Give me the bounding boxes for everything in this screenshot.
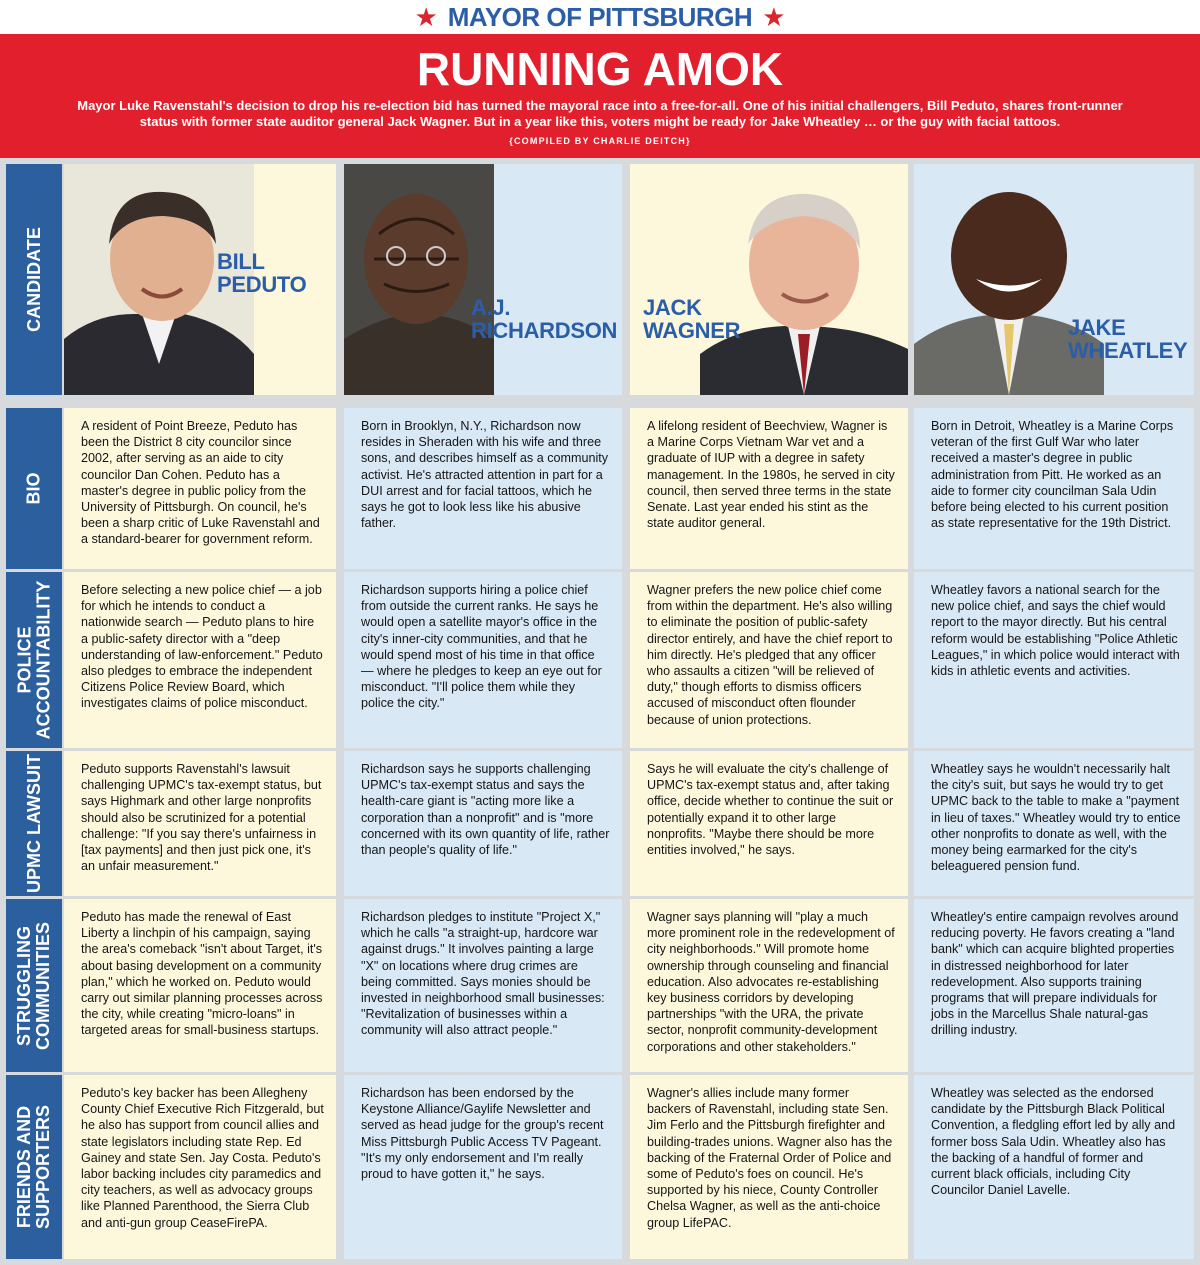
star-icon: ★ xyxy=(762,2,786,32)
bio-richardson: Born in Brooklyn, N.Y., Richardson now resides in Sheraden with his wife and three sons, and describes himself as a community activist. He's attracted attention in part for a DUI arrest and for facial tattoos, which he says he got to look less like his abusive father. xyxy=(344,408,622,569)
upmc-richardson: Richardson says he supports challenging UPMC's tax-exempt status and says the health-care giant is "acting more like a corporation than a nonprofit" and is "more concerned with its own quantity of life, rather than people's quality of life." xyxy=(344,751,622,896)
struggling-peduto: Peduto has made the renewal of East Liberty a linchpin of his campaign, saying the area's comeback "isn't about Target, it's about basing development on a community plan," which he worked on. Peduto would carry out similar planning processes across the city, while creating "micro-loans" in targeted areas for small-business startups. xyxy=(64,899,336,1072)
row-label-bio: BIO xyxy=(6,408,62,569)
upmc-wheatley: Wheatley says he wouldn't necessarily halt the city's suit, but says he would try to get UPMC back to the table to make a "payment in lieu of taxes." Wheatley would try to entice other nonprofits to donate as well, with the money being earmarked for the city's beleaguered pension fund. xyxy=(914,751,1194,896)
bio-wagner: A lifelong resident of Beechview, Wagner is a Marine Corps Vietnam War vet and a graduate of IUP with a degree in safety management. In the 1980s, he served in city council, then served three terms in the state Senate. Last year ended his stint as the state auditor general. xyxy=(630,408,908,569)
struggling-wheatley: Wheatley's entire campaign revolves around reducing poverty. He favors creating a "land bank" which can acquire blighted properties in distressed neighborhood for later redevelopment. Also supports training programs that will prepare individuals for jobs in the Marcellus Shale natural-gas drilling industry. xyxy=(914,899,1194,1072)
row-label-candidate: CANDIDATE xyxy=(6,164,62,395)
upmc-peduto: Peduto supports Ravenstahl's lawsuit challenging UPMC's tax-exempt status, but says Highmark and other large nonprofits should also be scrutinized for a potential challenge: "If you say there's unfairness in [tax payments] and then just pick one, it's an unfair measurement." xyxy=(64,751,336,896)
police-richardson: Richardson supports hiring a police chief from outside the current ranks. He says he would open a satellite mayor's office in the city's inner-city communities, and that he would spend most of his time in that office — where he pledges to keep an eye out for misconduct. "I'll police them while they police the city." xyxy=(344,572,622,748)
friends-wheatley: Wheatley was selected as the endorsed candidate by the Pittsburgh Black Political Convention, a fledgling effort led by ally and former boss Sala Udin. Wheatley also has the backing of a handful of former and current black officials, including City Councilor Daniel Lavelle. xyxy=(914,1075,1194,1259)
byline: {COMPILED BY CHARLIE DEITCH} xyxy=(509,136,691,146)
candidate-name: JACK WAGNER xyxy=(643,295,741,343)
bio-peduto: A resident of Point Breeze, Peduto has been the District 8 city councilor since 2002, after serving as an aide to city councilor Dan Cohen. Peduto has a master's degree in public policy from the University of Pittsburgh. On council, he's been a sharp critic of Luke Ravenstahl and a standard-bearer for government reform. xyxy=(64,408,336,569)
row-label-upmc: UPMC LAWSUIT xyxy=(6,751,62,896)
headline-banner xyxy=(0,34,1200,158)
friends-wagner: Wagner's allies include many former backers of Ravenstahl, including state Sen. Jim Ferlo and the Pittsburgh firefighter and building-trades unions. Wagner also has the backing of the Fraternal Order of Police and some of Peduto's foes on council. He's supported by his niece, County Controller Chelsa Wagner, as well as the anti-choice group LifePAC. xyxy=(630,1075,908,1259)
police-peduto: Before selecting a new police chief — a job for which he intends to conduct a nationwide search — Peduto plans to hire a public-safety director with a "deep understanding of law-enforcement." Peduto also pledges to embrace the independent Citizens Police Review Board, which investigates claims of police misconduct. xyxy=(64,572,336,748)
friends-richardson: Richardson has been endorsed by the Keystone Alliance/Gaylife Newsletter and served as head judge for the group's recent Miss Pittsburgh Public Access TV Pageant. "It's my only endorsement and I'm really proud to have gotten it," he says. xyxy=(344,1075,622,1259)
row-label-police: POLICE ACCOUNTABILITY xyxy=(6,572,62,748)
police-wheatley: Wheatley favors a national search for the new police chief, and says the chief would report to the mayor directly. But his central reform would be establishing "Police Athletic Leagues," in which police would interact with kids in athletic events and activities. xyxy=(914,572,1194,748)
candidate-name: A.J. RICHARDSON xyxy=(471,295,618,343)
row-label-struggling: STRUGGLING COMMUNITIES xyxy=(6,899,62,1072)
row-label-friends: FRIENDS AND SUPPORTERS xyxy=(6,1075,62,1259)
kicker xyxy=(0,0,1200,34)
candidate-name: JAKE WHEATLEY xyxy=(1068,315,1188,363)
candidate-card-richardson xyxy=(344,164,622,395)
candidate-name: BILL PEDUTO xyxy=(217,249,307,297)
star-icon: ★ xyxy=(414,2,438,32)
bio-wheatley: Born in Detroit, Wheatley is a Marine Corps veteran of the first Gulf War who later received a master's degree in public administration from Pitt. He worked as an aide to former city councilman Sala Udin before being elected to his current position as state representative for the 19th District. xyxy=(914,408,1194,569)
candidate-card-wheatley xyxy=(914,164,1194,395)
struggling-wagner: Wagner says planning will "play a much more prominent role in the redevelopment of city neighborhoods." Will promote home ownership through counseling and financial education. Also advocates re-establishing key business corridors by developing partnerships "with the URA, the private sector, nonprofit community-development corporations and other stakeholders." xyxy=(630,899,908,1072)
kicker-title: MAYOR OF PITTSBURGH xyxy=(447,1,753,32)
candidate-card-wagner xyxy=(630,164,908,395)
candidate-card-peduto xyxy=(64,164,336,395)
police-wagner: Wagner prefers the new police chief come from within the department. He's also willing to eliminate the position of public-safety director entirely, and have the chief report to him directly. He's pledged that any officer who assaults a citizen "will be relieved of duty," though efforts to dismiss officers accused of misconduct often flounder because of union protections. xyxy=(630,572,908,748)
wagner-photo xyxy=(700,164,908,395)
comparison-table xyxy=(0,158,1200,1265)
struggling-richardson: Richardson pledges to institute "Project X," which he calls "a straight-up, hardcore war against drugs." It involves painting a large "X" on locations where drug crimes are being committed. Says monies should be invested in neighborhood small businesses: "Revitalization of businesses within a community will also attract people." xyxy=(344,899,622,1072)
page-title: RUNNING AMOK xyxy=(416,43,784,95)
upmc-wagner: Says he will evaluate the city's challenge of UPMC's tax-exempt status and, after taking office, decide whether to continue the suit or potentially expand it to other large nonprofits. "Maybe there should be more entities involved," he says. xyxy=(630,751,908,896)
richardson-photo xyxy=(344,164,494,395)
intro-text: Mayor Luke Ravenstahl's decision to drop his re-election bid has turned the mayoral race into a free-for-all. One of his initial challengers, Bill Peduto, shares front-runner status with former state auditor general Jack Wagner. But in a year like this, voters might be ready for Jake Wheatley … or the guy with facial tattoos. xyxy=(77,98,1123,129)
friends-peduto: Peduto's key backer has been Allegheny County Chief Executive Rich Fitzgerald, but he also has support from council allies and state legislators including state Rep. Ed Gainey and state Sen. Jay Costa. Peduto's labor backing includes city paramedics and city teachers, as well as advocacy groups like Planned Parenthood, the Sierra Club and anti-gun group CeaseFirePA. xyxy=(64,1075,336,1259)
